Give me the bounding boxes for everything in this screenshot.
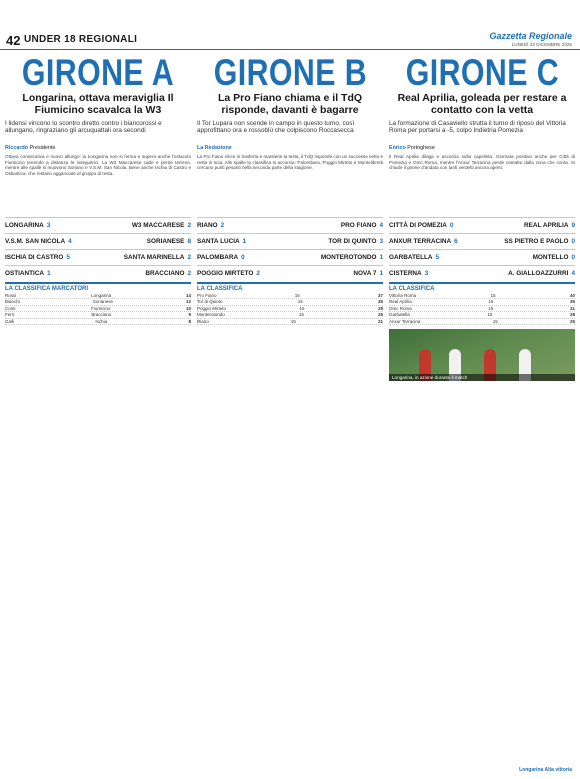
home-team: [5, 270, 51, 277]
newspaper-logo: Gazzetta Regionale: [489, 31, 572, 41]
match-report: [5, 233, 191, 246]
away-score: 3: [379, 237, 383, 245]
standings-name: Riano: [197, 318, 209, 324]
home-team: [389, 238, 458, 245]
away-team-name: MONTELLO: [532, 253, 569, 261]
home-score: 0: [449, 221, 454, 229]
standings-name: Garbatella: [389, 312, 410, 318]
standings-name: Real Aprilia: [389, 299, 412, 305]
away-score: 0: [571, 253, 575, 261]
match-scoreline: [197, 220, 383, 230]
match-scoreline: [389, 252, 575, 262]
standings-team: 15: [290, 318, 296, 324]
away-team-name: A. GIALLOAZZURRI: [508, 269, 569, 277]
standings-points: 14: [185, 293, 191, 298]
standings-name: Omc Roma: [389, 305, 412, 311]
standings-team: Sorianese: [92, 299, 113, 305]
girone-title: GIRONE C: [405, 52, 560, 93]
match-scoreline: [5, 236, 191, 246]
standings-points: 37: [377, 293, 383, 298]
match-scoreline: [197, 236, 383, 246]
home-team-name: CITTÀ DI POMEZIA: [389, 221, 447, 229]
standings-points: 35: [377, 299, 383, 305]
standings-team: Longarina: [91, 293, 112, 298]
standings-box: [389, 282, 575, 325]
byline-author: La Redazione: [197, 145, 232, 151]
home-team-name: LONGARINA: [5, 221, 44, 229]
match-report: [197, 233, 383, 246]
standings-box: [197, 282, 383, 325]
match-scoreline: [389, 268, 575, 278]
away-team: [321, 254, 383, 261]
away-team-name: MONTEROTONDO: [320, 253, 377, 261]
standings-team: 15: [298, 312, 304, 318]
article-headline: Real Aprilia, goleada per restare a contatto con la vetta: [397, 92, 567, 116]
standings-team: 15: [492, 318, 498, 324]
away-team: [145, 270, 191, 277]
away-team-name: TOR DI QUINTO: [328, 237, 377, 245]
standings-team: Ischia: [95, 318, 108, 324]
standings-team: Bracciano: [91, 312, 112, 318]
match-report: [389, 249, 575, 262]
standings-team: 15: [490, 293, 496, 298]
match-report: [389, 217, 575, 230]
standings-name: Monterotondo: [197, 312, 225, 318]
home-team-name: SANTA LUCIA: [197, 237, 240, 245]
home-score: 2: [220, 221, 225, 229]
home-team: [197, 270, 260, 277]
standings-name: Galli: [5, 318, 15, 324]
standings-team: 15: [297, 299, 303, 305]
match-report: [5, 249, 191, 262]
byline-author: Enrico: [389, 145, 406, 151]
away-team: [328, 238, 383, 245]
standings-row: [5, 319, 191, 325]
home-score: 2: [256, 269, 260, 277]
standings-points: 29: [377, 305, 383, 311]
match-report: [5, 265, 191, 278]
away-score: 1: [379, 253, 383, 261]
home-team: [389, 270, 428, 277]
standings-points: 9: [188, 312, 191, 318]
match-report: [389, 233, 575, 246]
away-team: [147, 238, 191, 245]
standings-title: LA CLASSIFICA MARCATORI: [5, 286, 88, 292]
match-report: [389, 265, 575, 278]
standings-title: LA CLASSIFICA: [389, 286, 435, 292]
standings-row: [389, 319, 575, 325]
standings-name: Ferri: [5, 312, 15, 318]
away-score: 8: [187, 237, 191, 245]
standings-name: Pro Fiano: [197, 293, 217, 298]
article-subhead: La formazione di Casaviello strutta il turno di riposo del Vittoria Roma per portarsi a -5, colpo Indietria Pomezia: [389, 120, 566, 135]
match-report: [197, 265, 383, 278]
away-team: [504, 238, 575, 245]
byline-author: Riccardo: [5, 145, 29, 151]
standings-points: 26: [377, 312, 383, 318]
home-team-name: RIANO: [197, 221, 218, 229]
standings-points: 40: [569, 293, 575, 298]
footer-caption: Longarina Alta vittoria: [519, 767, 572, 773]
away-team-name: W3 MACCARESE: [131, 221, 185, 229]
home-score: 1: [47, 269, 51, 277]
home-team-name: OSTIANTICA: [5, 269, 45, 277]
match-report: [197, 217, 383, 230]
home-team: [5, 238, 72, 245]
article-body: Ottava consecutiva e nuovo allungo: la Longarina non si ferma e supera anche l'ostacolo Fiumicino tenendo a distanza le inseguitrici. La W3 Maccarese cade e perde terreno, mentre alle spalle si muovono Soriano e V.S.M. San Nicola. Bene anche Ischia di Castro e Ostiantica, che restano agganciate al gruppo di testa.: [5, 154, 191, 176]
byline: [5, 145, 191, 151]
home-score: 3: [424, 269, 429, 277]
girone-title: GIRONE B: [213, 52, 368, 93]
home-score: 3: [46, 221, 51, 229]
article-body: La Pro Fiano vince in trasferta e mantiene la testa, il TdQ risponde con un successo netto e resta in scia. Alle spalle la classifica si accorcia: Palombara, Poggio Mirteto e Montelibretti cercano punti pesanti nella seconda parte della stagione.: [197, 154, 383, 170]
away-team: [353, 270, 383, 277]
standings-points: 31: [569, 305, 575, 311]
away-team: [508, 270, 575, 277]
home-team: [197, 254, 245, 261]
column-girone-c: [389, 52, 575, 772]
home-score: 5: [66, 253, 70, 261]
standings-name: Poggio Mirteto: [197, 305, 227, 311]
page-header: [0, 0, 580, 50]
home-team: [5, 222, 50, 229]
home-score: 6: [454, 237, 458, 245]
home-score: 0: [241, 253, 245, 261]
standings-points: 28: [569, 312, 575, 318]
article-headline: Longarina, ottava meraviglia Il Fiumicino scavalca la W3: [22, 92, 174, 116]
article-subhead: Il Tor Lupara non scende in campo in questo turno, così approfittano ora e rossoblù che colpiscono Roccasecca: [197, 120, 355, 135]
standings-team: 15: [488, 299, 494, 305]
byline: [389, 145, 575, 151]
away-score: 2: [187, 221, 191, 229]
away-team-name: REAL APRILIA: [524, 221, 569, 229]
standings-points: 21: [377, 318, 383, 324]
home-team-name: ISCHIA DI CASTRO: [5, 253, 64, 261]
column-girone-b: [197, 52, 383, 772]
away-team: [124, 254, 191, 261]
away-score: 4: [571, 269, 575, 277]
home-team: [197, 222, 224, 229]
away-score: 4: [379, 221, 383, 229]
standings-team: 15: [487, 312, 493, 318]
home-team-name: ANXUR TERRACINA: [389, 237, 452, 245]
article-body: Il Real Aprilia dilaga e accorcia sulla capolista. Giornata positiva anche per Città di Pomezia e Omc Roma, mentre l'Anxur Terracina perde contatto dalla zona che conta. Si chiude il girone d'andata con tanti verdetti ancora aperti.: [389, 154, 575, 170]
standings-points: 12: [185, 299, 191, 305]
girone-title: GIRONE A: [21, 52, 175, 93]
match-scoreline: [389, 220, 575, 230]
away-team: [524, 222, 575, 229]
home-team-name: GARBATELLA: [389, 253, 433, 261]
byline-role: Presidente: [29, 145, 56, 151]
away-score: 0: [571, 237, 575, 245]
home-team: [389, 254, 439, 261]
match-report: [197, 249, 383, 262]
match-scoreline: [5, 268, 191, 278]
standings-name: Anxur Terracina: [389, 318, 421, 324]
away-score: 2: [187, 269, 191, 277]
standings-title: LA CLASSIFICA: [197, 286, 243, 292]
match-scoreline: [197, 268, 383, 278]
standings-name: Tor di Quinto: [197, 299, 223, 305]
match-scoreline: [5, 252, 191, 262]
home-score: 4: [68, 237, 72, 245]
standings-name: Rossi: [5, 293, 17, 298]
byline-role: Portoghese: [407, 145, 435, 151]
home-score: 1: [242, 237, 247, 245]
match-scoreline: [389, 236, 575, 246]
away-team-name: PRO FIANO: [340, 221, 377, 229]
photo-caption: Longarina, in azione durante il match: [389, 374, 575, 381]
home-team: [389, 222, 453, 229]
away-team-name: SORIANESE: [146, 237, 185, 245]
away-team-name: NOVA 7: [353, 269, 377, 277]
standings-name: Vittoria Roma: [389, 293, 417, 298]
away-score: 2: [187, 253, 191, 261]
away-team-name: SS PIETRO E PAOLO: [504, 237, 569, 245]
standings-team: 15: [294, 293, 300, 298]
standings-box: [5, 282, 191, 325]
match-scoreline: [197, 252, 383, 262]
away-score: 9: [571, 221, 575, 229]
standings-team: Fiumicino: [91, 305, 111, 311]
home-score: 5: [435, 253, 440, 261]
standings-name: Conti: [5, 305, 16, 311]
section-title: UNDER 18 REGIONALI: [24, 34, 138, 45]
standings-team: 15: [299, 305, 305, 311]
match-report: [5, 217, 191, 230]
home-team-name: PALOMBARA: [197, 253, 239, 261]
away-team-name: BRACCIANO: [145, 269, 185, 277]
issue-date: LUNEDÌ 22 DICEMBRE 2025: [511, 42, 572, 47]
column-girone-a: [5, 52, 191, 772]
away-team: [132, 222, 191, 229]
article-subhead: I lidensi vincono lo scontro diretto contro i biancorossi e allungano, ringraziano gli arcuquattali ora secondi: [5, 120, 162, 135]
home-team-name: CISTERNA: [389, 269, 422, 277]
away-team: [341, 222, 383, 229]
standings-row: [197, 319, 383, 325]
standings-team: 15: [488, 305, 494, 311]
standings-name: Bianchi: [5, 299, 20, 305]
away-score: 1: [379, 269, 383, 277]
standings-points: 8: [188, 318, 191, 324]
home-team-name: V.S.M. SAN NICOLA: [5, 237, 66, 245]
match-scoreline: [5, 220, 191, 230]
byline: [197, 145, 383, 151]
away-team-name: SANTA MARINELLA: [123, 253, 185, 261]
home-team: [5, 254, 70, 261]
home-team: [197, 238, 246, 245]
away-team: [533, 254, 575, 261]
standings-points: 35: [569, 299, 575, 305]
standings-points: 25: [569, 318, 575, 324]
article-headline: La Pro Fiano chiama e il TdQ risponde, davanti è bagarre: [217, 92, 363, 116]
match-photo: [389, 329, 575, 381]
standings-points: 10: [185, 305, 191, 311]
home-team-name: POGGIO MIRTETO: [197, 269, 254, 277]
page-number: 42: [6, 33, 21, 48]
